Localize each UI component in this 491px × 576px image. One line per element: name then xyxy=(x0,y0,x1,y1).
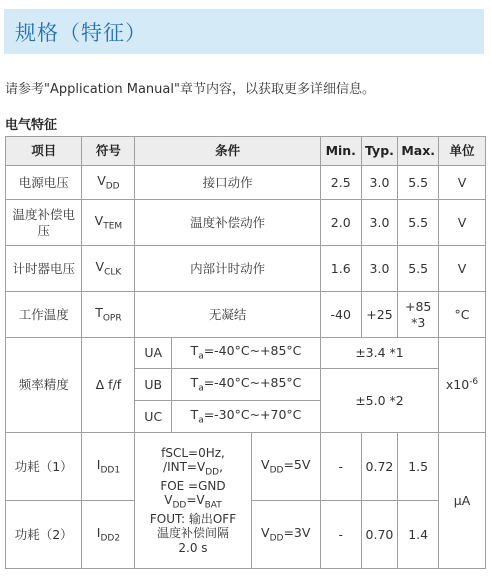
header-symbol: 符号 xyxy=(82,137,135,166)
typ-cell: +25 xyxy=(361,292,398,338)
header-item: 项目 xyxy=(6,137,82,166)
unit-cell: V xyxy=(439,246,486,292)
symbol-cell: $V_{CLK}$ xyxy=(82,246,135,292)
max-cell: 5.5 xyxy=(398,166,439,200)
grade-cell: UB xyxy=(135,369,172,401)
item-cell: 计时器电压 xyxy=(6,246,82,292)
item-cell: 功耗（2） xyxy=(6,501,82,569)
table-row-freq-ua xyxy=(6,338,486,369)
min-cell: - xyxy=(320,433,361,501)
typ-cell: 3.0 xyxy=(361,246,398,292)
intro-text: 请参考"Application Manual"章节内容，以获取更多详细信息。 xyxy=(5,82,375,97)
max-cell: +85 *3 xyxy=(398,292,439,338)
table-row xyxy=(6,246,486,292)
symbol-cell: $V_{TEM}$ xyxy=(82,200,135,246)
value-cell: ±5.0 *2 xyxy=(320,369,438,433)
header-typ: Typ. xyxy=(361,137,398,166)
page-title: 规格（特征） xyxy=(15,20,147,45)
unit-cell: V xyxy=(439,166,486,200)
item-cell: 功耗（1） xyxy=(6,433,82,501)
page-banner xyxy=(4,9,484,54)
item-cell: 温度补偿电压 xyxy=(6,200,82,246)
grade-cell: UC xyxy=(135,401,172,433)
table-row xyxy=(6,200,486,246)
table-row-power-1 xyxy=(6,433,486,501)
item-cell: 电源电压 xyxy=(6,166,82,200)
unit-cell: °C xyxy=(439,292,486,338)
range-cell: $T_a=-40^\circ C\sim+85^\circ C$ xyxy=(172,369,321,401)
condition-cell: 无凝结 xyxy=(135,292,320,338)
typ-cell: 0.72 xyxy=(361,433,398,501)
section-title: 电气特征 xyxy=(5,118,58,133)
unit-cell: $x10^{-6}$ xyxy=(439,338,486,433)
table-row xyxy=(6,292,486,338)
unit-cell: V xyxy=(439,200,486,246)
max-cell: 5.5 xyxy=(398,246,439,292)
min-cell: -40 xyxy=(320,292,361,338)
condition-cell: 内部计时动作 xyxy=(135,246,320,292)
symbol-cell: $V_{DD}$ xyxy=(82,166,135,200)
condition-cell: 温度补偿动作 xyxy=(135,200,320,246)
symbol-cell: Δ f/f xyxy=(82,338,135,433)
min-cell: 2.5 xyxy=(320,166,361,200)
header-condition: 条件 xyxy=(135,137,320,166)
condition-cell: 接口动作 xyxy=(135,166,320,200)
vdd-cell: $V_{DD}=5V$ xyxy=(251,433,320,501)
max-cell: 1.5 xyxy=(398,433,439,501)
typ-cell: 3.0 xyxy=(361,166,398,200)
header-unit: 单位 xyxy=(439,137,486,166)
max-cell: 1.4 xyxy=(398,501,439,569)
typ-cell: 0.70 xyxy=(361,501,398,569)
grade-cell: UA xyxy=(135,338,172,369)
min-cell: 2.0 xyxy=(320,200,361,246)
range-cell: $T_a=-30^\circ C\sim+70^\circ C$ xyxy=(172,401,321,433)
header-max: Max. xyxy=(398,137,439,166)
min-cell: - xyxy=(320,501,361,569)
range-cell: $T_a=-40^\circ C\sim+85^\circ C$ xyxy=(172,338,321,369)
unit-cell: μA xyxy=(439,433,486,569)
item-cell: 工作温度 xyxy=(6,292,82,338)
symbol-cell: $T_{OPR}$ xyxy=(82,292,135,338)
vdd-cell: $V_{DD}=3V$ xyxy=(251,501,320,569)
max-cell: 5.5 xyxy=(398,200,439,246)
table-header-row xyxy=(6,137,486,166)
typ-cell: 3.0 xyxy=(361,200,398,246)
spec-table xyxy=(5,136,486,569)
power-condition-cell: fSCL=0Hz, $/INT=V_{DD}$, FOE =GND $V_{DD}=V_{BAT}$ FOUT: 输出OFF 温度补偿间隔 2.0 s xyxy=(135,433,251,569)
item-cell: 频率精度 xyxy=(6,338,82,433)
value-cell: ±3.4 *1 xyxy=(320,338,438,369)
symbol-cell: $I_{DD1}$ xyxy=(82,433,135,501)
symbol-cell: $I_{DD2}$ xyxy=(82,501,135,569)
table-row xyxy=(6,166,486,200)
header-min: Min. xyxy=(320,137,361,166)
min-cell: 1.6 xyxy=(320,246,361,292)
